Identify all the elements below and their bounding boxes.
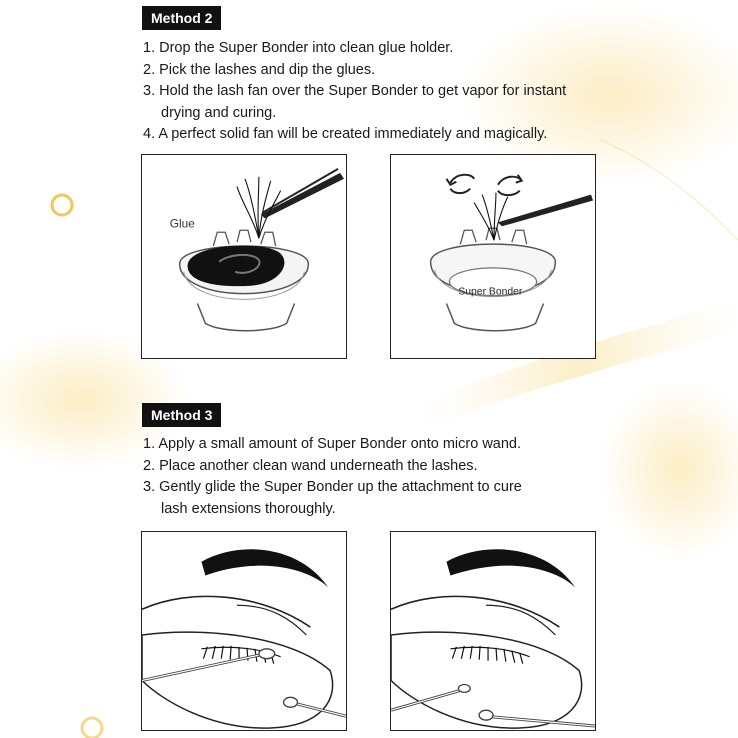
eyebrow xyxy=(446,549,575,587)
method-2-steps xyxy=(143,38,566,146)
decor-ring-icon xyxy=(49,192,75,218)
eye-icon xyxy=(142,632,333,728)
glue-label: Glue xyxy=(169,216,195,231)
method-2-step-2: 2. Pick the lashes and dip the glues. xyxy=(143,61,376,78)
method-3-step-1: 1. Apply a small amount of Super Bonder onto micro wand. xyxy=(143,436,522,452)
method-3-step-3-cont: lash extensions thoroughly. xyxy=(161,500,336,517)
eye-wand-illustration-1 xyxy=(141,531,347,731)
method-3-badge: Method 3 xyxy=(142,403,221,427)
method-2-step-3: 3. Hold the lash fan over the Super Bonder to get vapor for instant xyxy=(143,83,567,99)
method-2-step-4: 4. A perfect solid fan will be created immediately and magically. xyxy=(143,126,548,142)
vapor-cure-illustration xyxy=(390,154,596,359)
super-bonder-label: Super Bonder xyxy=(458,286,523,298)
method-2-badge: Method 2 xyxy=(142,6,221,30)
method-3-steps xyxy=(143,434,522,520)
tweezer-icon xyxy=(261,173,344,219)
method-2-step-1: 1. Drop the Super Bonder into clean glue holder. xyxy=(143,40,454,56)
rotate-arrows-icon xyxy=(446,175,521,195)
tweezer-icon xyxy=(498,195,593,227)
method-3-step-3: 3. Gently glide the Super Bonder up the attachment to cure xyxy=(143,479,522,495)
method-2-step-3-cont: drying and curing. xyxy=(161,104,277,121)
decor-ring-icon xyxy=(78,714,106,738)
eye-wand-illustration-2 xyxy=(390,531,596,731)
method-3-step-2: 2. Place another clean wand underneath the lashes. xyxy=(143,457,478,474)
eyebrow xyxy=(201,549,328,587)
glue-dip-illustration xyxy=(141,154,347,359)
